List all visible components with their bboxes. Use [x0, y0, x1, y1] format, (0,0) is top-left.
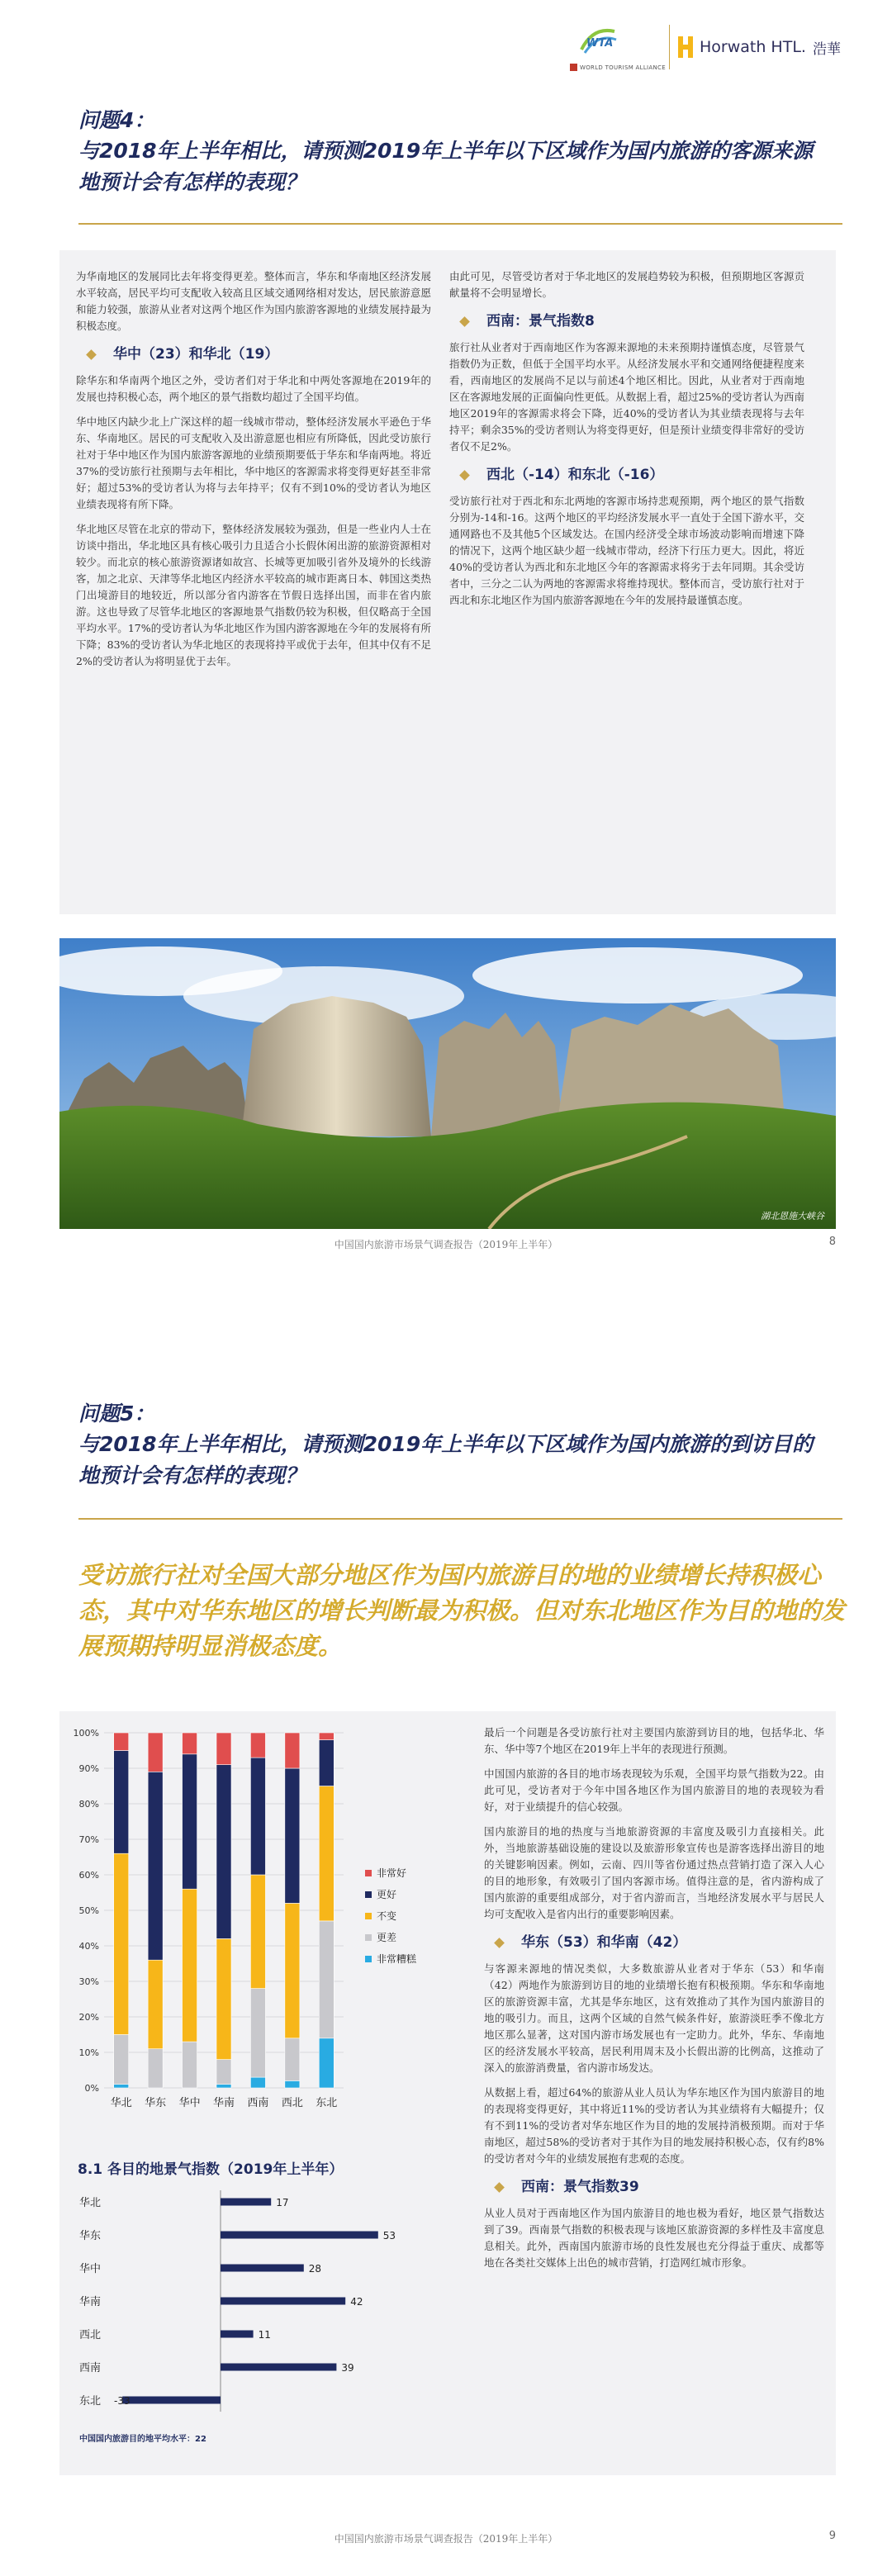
horwath-cn: 浩華	[812, 40, 841, 58]
bar-segment	[250, 2077, 265, 2088]
page-number: 9	[828, 2530, 836, 2542]
y-tick-label: 0%	[84, 2083, 99, 2094]
question-5-heading	[78, 1399, 822, 1492]
wta-mark-text: WTA	[586, 37, 614, 50]
index-bar	[221, 2298, 345, 2305]
bar-segment	[319, 1733, 334, 1740]
y-tick-label: 20%	[78, 2012, 99, 2023]
wta-logo-mark	[576, 25, 619, 56]
question-text: 与2018年上半年相比，请预测2019年上半年以下区域作为国内旅游的客源来源地预计会有怎样的表现？	[78, 139, 814, 194]
horwath-logo	[676, 33, 841, 61]
bar-segment	[148, 2049, 163, 2088]
bar-segment	[183, 2042, 197, 2088]
bar-segment	[285, 1733, 300, 1768]
question-text: 与2018年上半年相比，请预测2019年上半年以下区域作为国内旅游的到访目的地预计会有怎样的表现？	[78, 1432, 814, 1487]
photo-caption: 湖北恩施大峡谷	[761, 1211, 824, 1222]
y-tick-label: 60%	[78, 1870, 99, 1881]
subheading-central-north	[76, 346, 431, 363]
value-label: 42	[350, 2296, 363, 2308]
legend-swatch	[365, 1956, 372, 1962]
question-label: 问题5：	[78, 1402, 155, 1426]
bar-segment	[183, 1889, 197, 2042]
paragraph: 从数据上看，超过64%的旅游从业人员认为华东地区作为国内旅游目的地的表现将变得更好，其中将近11%的受访者认为其业绩将有大幅提升；仅有不到11%的受访者对华东地区作为目的地的发展持消极预期。而对于华南地区，超过58%的受访者对于其作为目的地发展持积极心态，仅有约8%的受访者对今年的业绩发展抱有悲观的态度。	[484, 2086, 824, 2165]
x-tick-label: 华南	[212, 2097, 235, 2109]
paragraph: 国内旅游目的地的热度与当地旅游资源的丰富度及吸引力直接相关。此外，当地旅游基础设施的建设以及旅游形象宣传也是游客选择出游目的地的关键影响因素。例如，云南、四川等省份通过热点营销打造了深入人心的目的地形象，有效吸引了国内客源市场。值得注意的是，省内游构成了国内旅游的重要组成部分，对于省内游而言，当地经济发展水平与居民人均可支配收入是省内出行的重要影响因素。	[484, 1825, 824, 1920]
paragraph: 除华东和华南两个地区之外，受访者们对于华北和中两处客源地在2019年的发展也持积极心态，两个地区的景气指数均超过了全国平均值。	[76, 374, 431, 403]
category-label: 华南	[79, 2296, 102, 2308]
bar-segment	[216, 2060, 231, 2085]
question-4-heading	[78, 106, 822, 198]
heading-rule	[78, 223, 842, 225]
bar-segment	[148, 1960, 163, 2049]
header-logos	[570, 21, 842, 73]
paragraph: 为华南地区的发展同比去年将变得更差。整体而言，华东和华南地区经济发展水平较高，居民平均可支配收入较高且区域交通网络相对发达，居民旅游意愿和能力较强，旅游从业者对这两个地区作为国内旅游客源地的业绩发展持最为积极态度。	[76, 270, 431, 332]
subheading-southwest	[484, 2179, 824, 2195]
bar-segment	[250, 1875, 265, 1989]
paragraph: 华中地区内缺少北上广深这样的超一线城市带动，整体经济发展水平逊色于华东、华南地区。居民的可支配收入及出游意愿也相应有所降低，因此受访旅行社对于华中地区作为国内旅游客源地的业绩预期要低于华东和华南两地。将近37%的受访旅行社预期与去年相比，华中地区的客源需求将变得更好甚至非常好；超过53%的受访者认为将与去年持平；仅有不到10%的受访者认为地区业绩表现将有所下降。	[76, 415, 431, 510]
x-tick-label: 东北	[316, 2097, 338, 2109]
x-tick-label: 华北	[110, 2097, 132, 2109]
bar-segment	[216, 1733, 231, 1765]
value-label: 11	[258, 2329, 271, 2341]
index-bar	[221, 2364, 336, 2371]
legend-label: 非常好	[377, 1867, 407, 1879]
subheading-text: 华中（23）和华北（19）	[113, 346, 279, 363]
value-label: -33	[114, 2395, 130, 2407]
bar-segment	[114, 2085, 129, 2088]
bar-segment	[114, 1853, 129, 2034]
y-tick-label: 100%	[73, 1728, 99, 1739]
wta-red-square-icon	[570, 64, 577, 71]
y-tick-label: 10%	[78, 2047, 99, 2058]
right-column	[484, 1724, 824, 2279]
value-label: 17	[276, 2197, 289, 2208]
index-bar	[221, 2199, 271, 2206]
diamond-bullet-icon	[494, 1938, 505, 1948]
value-label: 39	[341, 2362, 354, 2374]
legend-label: 更差	[377, 1932, 397, 1943]
canyon-photo	[59, 938, 836, 1229]
bar-segment	[285, 1903, 300, 2038]
horwath-mark-icon	[676, 33, 695, 61]
bar-segment	[114, 1751, 129, 1854]
bar-segment	[319, 2038, 334, 2088]
diamond-bullet-icon	[459, 470, 470, 481]
chart-footnote: 中国国内旅游目的地平均水平：22	[79, 2435, 206, 2444]
bar-segment	[285, 1768, 300, 1903]
wta-logo	[570, 21, 666, 73]
canyon-illustration	[59, 938, 836, 1229]
index-bar	[221, 2232, 378, 2239]
index-bar	[221, 2265, 304, 2272]
index-bar-chart	[68, 2157, 456, 2475]
diamond-bullet-icon	[86, 349, 97, 360]
logo-divider	[669, 25, 670, 69]
paragraph: 从业人员对于西南地区作为国内旅游目的地也极为看好，地区景气指数达到了39。西南景气指数的积极表现与该地区旅游资源的多样性及丰富度息息相关。此外，西南国内旅游市场的良性发展也充分得益于重庆、成都等地在各类社交媒体上出色的城市营销，打造网红城市形象。	[484, 2207, 824, 2269]
paragraph: 由此可见，尽管受访者对于华北地区的发展趋势较为积极，但预期地区客源贡献量将不会明显增长。	[449, 270, 804, 299]
bar-segment	[183, 1754, 197, 1889]
stacked-bar-chart	[68, 1721, 448, 2159]
right-column	[449, 268, 804, 617]
diamond-bullet-icon	[459, 316, 470, 327]
x-tick-label: 华东	[145, 2097, 167, 2109]
category-label: 华东	[79, 2230, 102, 2242]
x-tick-label: 西南	[247, 2097, 269, 2109]
chart-title: 8.1 各目的地景气指数（2019年上半年）	[78, 2161, 344, 2178]
legend-swatch	[365, 1913, 372, 1919]
bar-segment	[148, 1772, 163, 1960]
category-label: 华中	[79, 2263, 102, 2275]
bar-segment	[216, 1938, 231, 2059]
bar-segment	[285, 2038, 300, 2081]
legend-swatch	[365, 1934, 372, 1941]
bar-segment	[114, 1733, 129, 1751]
paragraph: 旅行社从业者对于西南地区作为客源来源地的未来预期持谨慎态度，尽管景气指数仍为正数，但低于全国平均水平。从经济发展水平和交通网络便捷程度来看，西南地区的发展尚不足以与前述4个地区相比。因此，从业者对于西南地区在客源地发展的正面偏向性更低。从数据上看，超过25%的受访者认为西南地区2019年的客源需求将会下降，近40%的受访者认为其业绩表现将与去年持平；剩余35%的受访者则认为将变得更好，但是预计业绩变得非常好的受访者仅不足2%。	[449, 341, 804, 453]
category-label: 华北	[79, 2197, 102, 2209]
legend-swatch	[365, 1870, 372, 1876]
subheading-text: 华东（53）和华南（42）	[521, 1934, 687, 1951]
key-finding-quote: 受访旅行社对全国大部分地区作为国内旅游目的地的业绩增长持积极心态，其中对华东地区的增长判断最为积极。但对东北地区作为目的地的发展预期持明显消极态度。	[78, 1561, 846, 1660]
legend-label: 不变	[377, 1910, 397, 1922]
heading-rule	[78, 1518, 842, 1520]
page-footer: 中国国内旅游市场景气调查报告（2019年上半年）	[334, 1239, 558, 1250]
wta-text: WORLD TOURISM ALLIANCE	[580, 64, 666, 71]
paragraph: 华北地区尽管在北京的带动下，整体经济发展较为强劲，但是一些业内人士在访谈中指出，华北地区具有核心吸引力且适合小长假休闲出游的旅游资源相对较少。而北京的核心旅游资源诸如故宫、长城等更加吸引省外及境外的长线游客，加之北京、天津等华北地区内经济水平较高的城市距离日本、韩国这类热门出境游目的地较近，所以部分省内游客在节假日选择出国，而非在省内旅游。这也导致了尽管华北地区的客源地景气指数仍较为积极，但仅略高于全国平均水平。17%的受访者认为华北地区作为国内游客源地在今年的发展将有所下降；83%的受访者认为华北地区的表现将持平或优于去年，但其中仅有不足2%的受访者认为将明显优于去年。	[76, 523, 431, 667]
bar-segment	[216, 2085, 231, 2088]
bar-segment	[216, 1765, 231, 1939]
x-tick-label: 华中	[178, 2097, 201, 2109]
index-bar	[221, 2331, 254, 2338]
subheading-northwest-northeast	[449, 467, 804, 483]
text-panel	[59, 250, 836, 914]
index-bar	[122, 2397, 221, 2404]
y-tick-label: 70%	[78, 1834, 99, 1845]
subheading-east-south	[484, 1934, 824, 1951]
subheading-text: 西南：景气指数8	[486, 313, 595, 330]
report-page-8	[0, 0, 892, 1272]
bar-segment	[319, 1740, 334, 1786]
value-label: 53	[382, 2230, 396, 2242]
bar-segment	[319, 1786, 334, 1921]
horwath-text: Horwath HTL.	[700, 38, 806, 56]
legend-swatch	[365, 1891, 372, 1898]
bar-segment	[183, 1733, 197, 1754]
bar-segment	[250, 1733, 265, 1758]
paragraph: 与客源来源地的情况类似，大多数旅游从业者对于华东（53）和华南（42）两地作为旅游到访目的地的业绩增长抱有积极预期。华东和华南地区的旅游资源丰富，尤其是华东地区，这有效推动了其作为国内旅游目的地的吸引力。而且，这两个区域的自然气候条件好，旅游淡旺季不像北方地区那么显著，这对国内游市场发展也有一定助力。此外，华东、华南地区的经济发展水平较高，居民利用周末及小长假出游的比例高，这推动了深入的旅游消费量，省内游市场发达。	[484, 1962, 824, 2074]
y-tick-label: 90%	[78, 1763, 99, 1774]
bar-segment	[114, 2035, 129, 2085]
value-label: 28	[308, 2263, 322, 2275]
subheading-southwest	[449, 313, 804, 330]
y-tick-label: 50%	[78, 1905, 99, 1916]
subheading-text: 西南：景气指数39	[521, 2179, 639, 2195]
bar-segment	[250, 1989, 265, 2078]
category-label: 东北	[79, 2395, 102, 2408]
bar-segment	[148, 1733, 163, 1772]
chart-text-panel	[59, 1711, 836, 2475]
legend-label: 非常糟糕	[377, 1953, 417, 1965]
paragraph: 中国国内旅游的各目的地市场表现较为乐观，全国平均景气指数为22。由此可见，受访者对于今年中国各地区作为国内旅游目的地的表现较为看好，对于业绩提升的信心较强。	[484, 1767, 824, 1813]
left-column	[76, 268, 431, 678]
y-tick-label: 30%	[78, 1976, 99, 1987]
page-footer: 中国国内旅游市场景气调查报告（2019年上半年）	[334, 2533, 558, 2545]
y-tick-label: 40%	[78, 1941, 99, 1952]
category-label: 西南	[79, 2362, 102, 2374]
legend-label: 更好	[377, 1889, 397, 1900]
bar-segment	[285, 2080, 300, 2088]
x-tick-label: 西北	[281, 2097, 303, 2109]
diamond-bullet-icon	[494, 2182, 505, 2193]
bar-segment	[319, 1921, 334, 2038]
subheading-text: 西北（-14）和东北（-16）	[486, 467, 664, 483]
paragraph: 最后一个问题是各受访旅行社对主要国内旅游到访目的地，包括华北、华东、华中等7个地区在2019年上半年的表现进行预测。	[484, 1726, 824, 1755]
bar-segment	[250, 1758, 265, 1875]
category-label: 西北	[79, 2329, 102, 2341]
page-number: 8	[828, 1236, 836, 1248]
y-tick-label: 80%	[78, 1799, 99, 1810]
paragraph: 受访旅行社对于西北和东北两地的客源市场持悲观预期，两个地区的景气指数分别为-14和-16。这两个地区的平均经济发展水平一直处于全国下游水平，交通网路也不及其他5个区域发达。在国内经济受全球市场波动影响而增速下降的情况下，这两个地区缺少超一线城市带动，经济下行压力更大。因此，将近40%的受访者认为西北和东北地区今年的客源需求将劣于去年同期。其余受访者中，三分之二认为两地的客源需求将维持现状。整体而言，受访旅行社对于西北和东北地区作为国内旅游客源地在今年的发展持最谨慎态度。	[449, 495, 804, 606]
question-label: 问题4：	[78, 108, 155, 132]
